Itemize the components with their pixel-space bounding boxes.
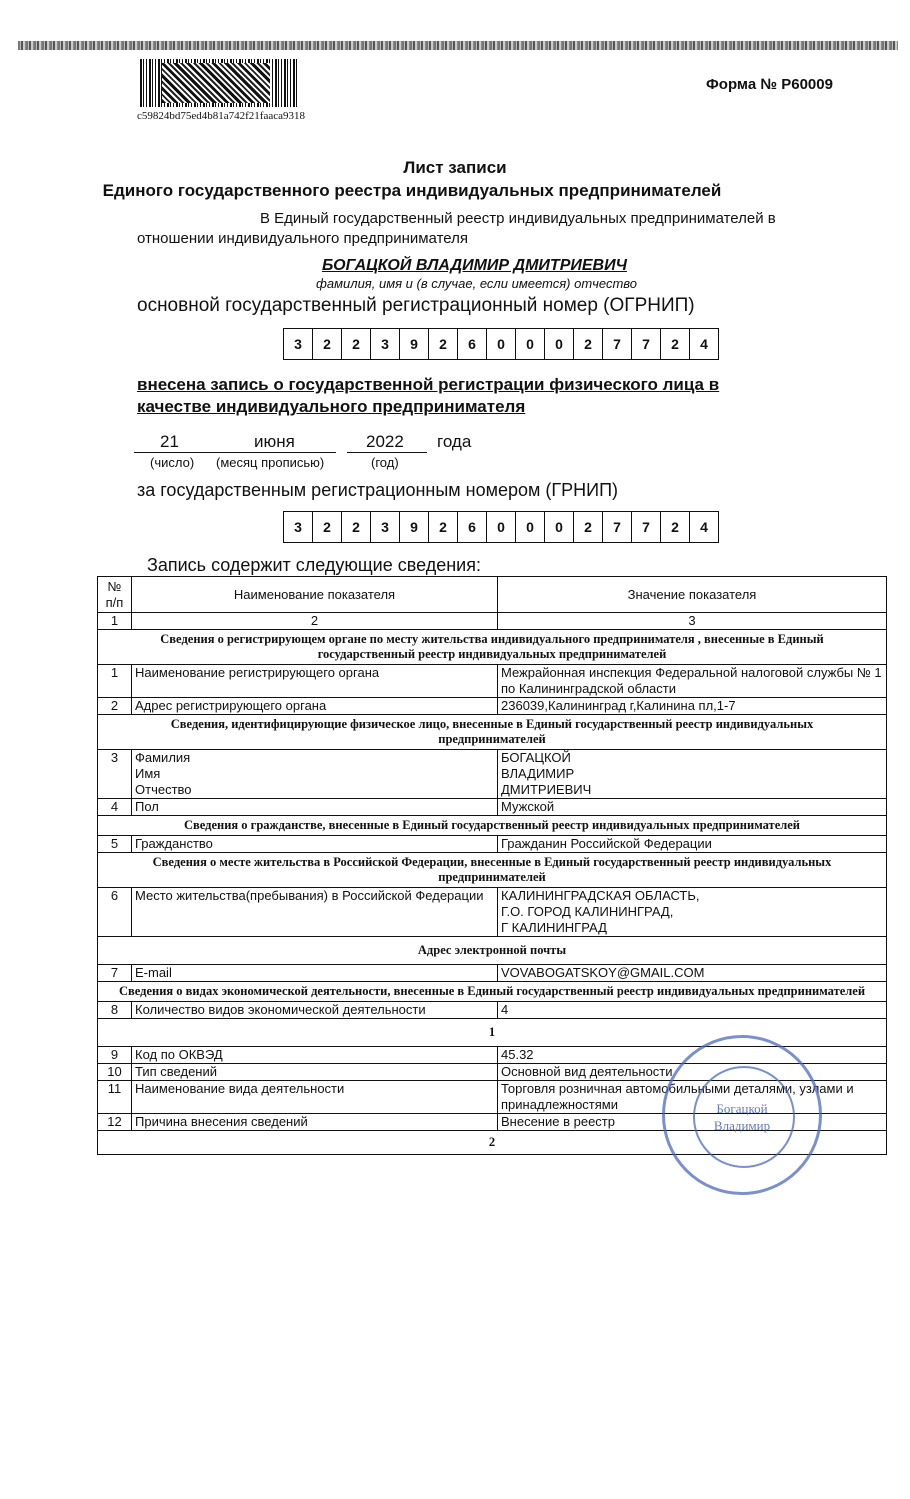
ogrnip-digit-15: 4 <box>689 329 718 359</box>
month-underline <box>212 452 336 453</box>
record-year-word: года <box>437 432 472 451</box>
record-day: 21 <box>160 432 179 451</box>
barcode-code: c59824bd75ed4b81a742f21faaca9318 <box>137 110 306 122</box>
grnip-digits <box>283 511 719 543</box>
row-number: 8 <box>98 1002 132 1019</box>
table-row <box>98 750 887 799</box>
ogrnip-digit-6: 2 <box>428 329 457 359</box>
grnip-digit-1: 3 <box>294 519 302 535</box>
ogrnip-digit-9: 0 <box>515 329 544 359</box>
record-statement <box>137 374 719 418</box>
section-citizenship: Сведения о гражданстве, внесенные в Единый государственный реестр индивидуальных предпринимателей <box>98 816 887 836</box>
ogrnip-digit-4: 3 <box>370 329 399 359</box>
row-name: Наименование вида деятельности <box>132 1081 498 1114</box>
section-email: Адрес электронной почты <box>98 937 887 965</box>
table-row <box>98 665 887 698</box>
section-row <box>98 853 887 888</box>
grnip-digit-8: 0 <box>486 512 515 542</box>
ogrnip-digit-11: 2 <box>573 329 602 359</box>
row-value: Торговля розничная автомобильными деталями, узлами и принадлежностями <box>498 1081 887 1114</box>
grnip-digit-15: 4 <box>689 512 718 542</box>
row-value: БОГАЦКОЙ ВЛАДИМИР ДМИТРИЕВИЧ <box>498 750 887 799</box>
ogrnip-digits <box>283 328 719 360</box>
ogrnip-digit-1: 3 <box>294 336 302 352</box>
row-value: 45.32 <box>498 1047 887 1064</box>
ogrnip-digit-10: 0 <box>544 329 573 359</box>
barcode <box>140 59 298 107</box>
row-name: Место жительства(пребывания) в Российской Федерации <box>132 888 498 937</box>
row-name: Код по ОКВЭД <box>132 1047 498 1064</box>
row-name: Адрес регистрирующего органа <box>132 698 498 715</box>
section-row <box>98 816 887 836</box>
ogrnip-digit-12: 7 <box>602 329 631 359</box>
scan-artifact-line <box>18 41 898 50</box>
doc-subtitle: Единого государственного реестра индивидуальных предпринимателей <box>102 181 722 200</box>
row-name: Пол <box>132 799 498 816</box>
section-row <box>98 982 887 1002</box>
grnip-digit-6: 2 <box>428 512 457 542</box>
record-line-1: внесена запись о государственной регистрации физического лица в <box>137 375 720 394</box>
row-number: 5 <box>98 836 132 853</box>
table-col-numbers <box>98 613 887 630</box>
section-residence: Сведения о месте жительства в Российской Федерации, внесенные в Единый государственный реестр индивидуальных предпринимателей <box>98 853 887 888</box>
row-number: 7 <box>98 965 132 982</box>
section-identification: Сведения, идентифицирующие физическое лицо, внесенные в Единый государственный реестр индивидуальных предпринимателей <box>98 715 887 750</box>
day-underline <box>134 452 224 453</box>
row-number: 2 <box>98 698 132 715</box>
row-value: VOVABOGATSKOY@GMAIL.COM <box>498 965 887 982</box>
row-value: Гражданин Российской Федерации <box>498 836 887 853</box>
row-number: 6 <box>98 888 132 937</box>
row-value: Основной вид деятельности <box>498 1064 887 1081</box>
intro-line-1: В Единый государственный реестр индивидуальных предпринимателей в <box>260 210 776 227</box>
stamp-text-2: Владимир <box>713 1118 771 1133</box>
official-stamp <box>662 1035 822 1195</box>
year-underline <box>347 452 427 453</box>
record-year: 2022 <box>366 432 404 451</box>
row-value: КАЛИНИНГРАДСКАЯ ОБЛАСТЬ, Г.О. ГОРОД КАЛИНИНГРАД, Г КАЛИНИНГРАД <box>498 888 887 937</box>
row-value: Мужской <box>498 799 887 816</box>
section-economic-activity: Сведения о видах экономической деятельности, внесенные в Единый государственный реестр индивидуальных предпринимателей <box>98 982 887 1002</box>
table-row <box>98 1002 887 1019</box>
record-line-2: качестве индивидуального предпринимателя <box>137 397 526 416</box>
section-row <box>98 630 887 665</box>
row-number: 4 <box>98 799 132 816</box>
grnip-digit-5: 9 <box>399 512 428 542</box>
contains-label: Запись содержит следующие сведения: <box>147 555 481 575</box>
grnip-digit-2: 2 <box>312 512 341 542</box>
col-number-2: 2 <box>132 613 498 630</box>
grnip-digit-3: 2 <box>341 512 370 542</box>
ogrnip-digit-5: 9 <box>399 329 428 359</box>
row-value: Внесение в реестр <box>498 1114 887 1131</box>
row-name: Количество видов экономической деятельности <box>132 1002 498 1019</box>
row-name: Причина внесения сведений <box>132 1114 498 1131</box>
ogrnip-digit-14: 2 <box>660 329 689 359</box>
day-note: (число) <box>150 455 195 470</box>
table-row <box>98 698 887 715</box>
subsection-1: 1 <box>98 1019 887 1047</box>
grnip-digit-13: 7 <box>631 512 660 542</box>
grnip-digit-7: 6 <box>457 512 486 542</box>
row-number: 10 <box>98 1064 132 1081</box>
record-month: июня <box>254 432 295 451</box>
grnip-digit-12: 7 <box>602 512 631 542</box>
ogrnip-digit-2: 2 <box>312 329 341 359</box>
ogrnip-digit-13: 7 <box>631 329 660 359</box>
ogrnip-digit-7: 6 <box>457 329 486 359</box>
row-number: 1 <box>98 665 132 698</box>
col-name-header: Наименование показателя <box>132 577 498 613</box>
row-name: Фамилия Имя Отчество <box>132 750 498 799</box>
row-value: Межрайонная инспекция Федеральной налоговой службы № 1 по Калининградской области <box>498 665 887 698</box>
table-row <box>98 799 887 816</box>
grnip-digit-9: 0 <box>515 512 544 542</box>
stamp-text-1: Богацкой <box>716 1101 768 1116</box>
row-value: 4 <box>498 1002 887 1019</box>
row-name: Гражданство <box>132 836 498 853</box>
col-number-1: 1 <box>98 613 132 630</box>
doc-title: Лист записи <box>403 158 507 177</box>
year-note: (год) <box>371 455 399 470</box>
ogrnip-label: основной государственный регистрационный номер (ОГРНИП) <box>137 295 695 316</box>
grnip-label: за государственным регистрационным номером (ГРНИП) <box>137 480 619 500</box>
table-header <box>98 577 887 613</box>
grnip-digit-10: 0 <box>544 512 573 542</box>
entrepreneur-name: БОГАЦКОЙ ВЛАДИМИР ДМИТРИЕВИЧ <box>322 257 627 274</box>
grnip-digit-4: 3 <box>370 512 399 542</box>
row-number: 9 <box>98 1047 132 1064</box>
table-row <box>98 888 887 937</box>
row-name: Тип сведений <box>132 1064 498 1081</box>
row-name: Наименование регистрирующего органа <box>132 665 498 698</box>
row-number: 3 <box>98 750 132 799</box>
grnip-digit-14: 2 <box>660 512 689 542</box>
month-note: (месяц прописью) <box>216 455 325 470</box>
col-value-header: Значение показателя <box>498 577 887 613</box>
table-row <box>98 836 887 853</box>
form-number: Форма № Р60009 <box>706 76 833 93</box>
col-number-header: № п/п <box>98 577 132 613</box>
row-name: E-mail <box>132 965 498 982</box>
section-row <box>98 937 887 965</box>
grnip-digit-11: 2 <box>573 512 602 542</box>
name-note: фамилия, имя и (в случае, если имеется) отчество <box>316 276 638 291</box>
row-value: 236039,Калининград г,Калинина пл,1-7 <box>498 698 887 715</box>
row-number: 12 <box>98 1114 132 1131</box>
row-number: 11 <box>98 1081 132 1114</box>
section-row <box>98 715 887 750</box>
intro-line-2: отношении индивидуального предпринимателя <box>137 230 468 247</box>
ogrnip-digit-8: 0 <box>486 329 515 359</box>
ogrnip-digit-3: 2 <box>341 329 370 359</box>
section-registering-authority: Сведения о регистрирующем органе по месту жительства индивидуального предпринимателя , внесенные в Единый государственный реестр индивидуальных предпринимателей <box>98 630 887 665</box>
table-row <box>98 965 887 982</box>
subsection-2: 2 <box>98 1131 887 1155</box>
col-number-3: 3 <box>498 613 887 630</box>
